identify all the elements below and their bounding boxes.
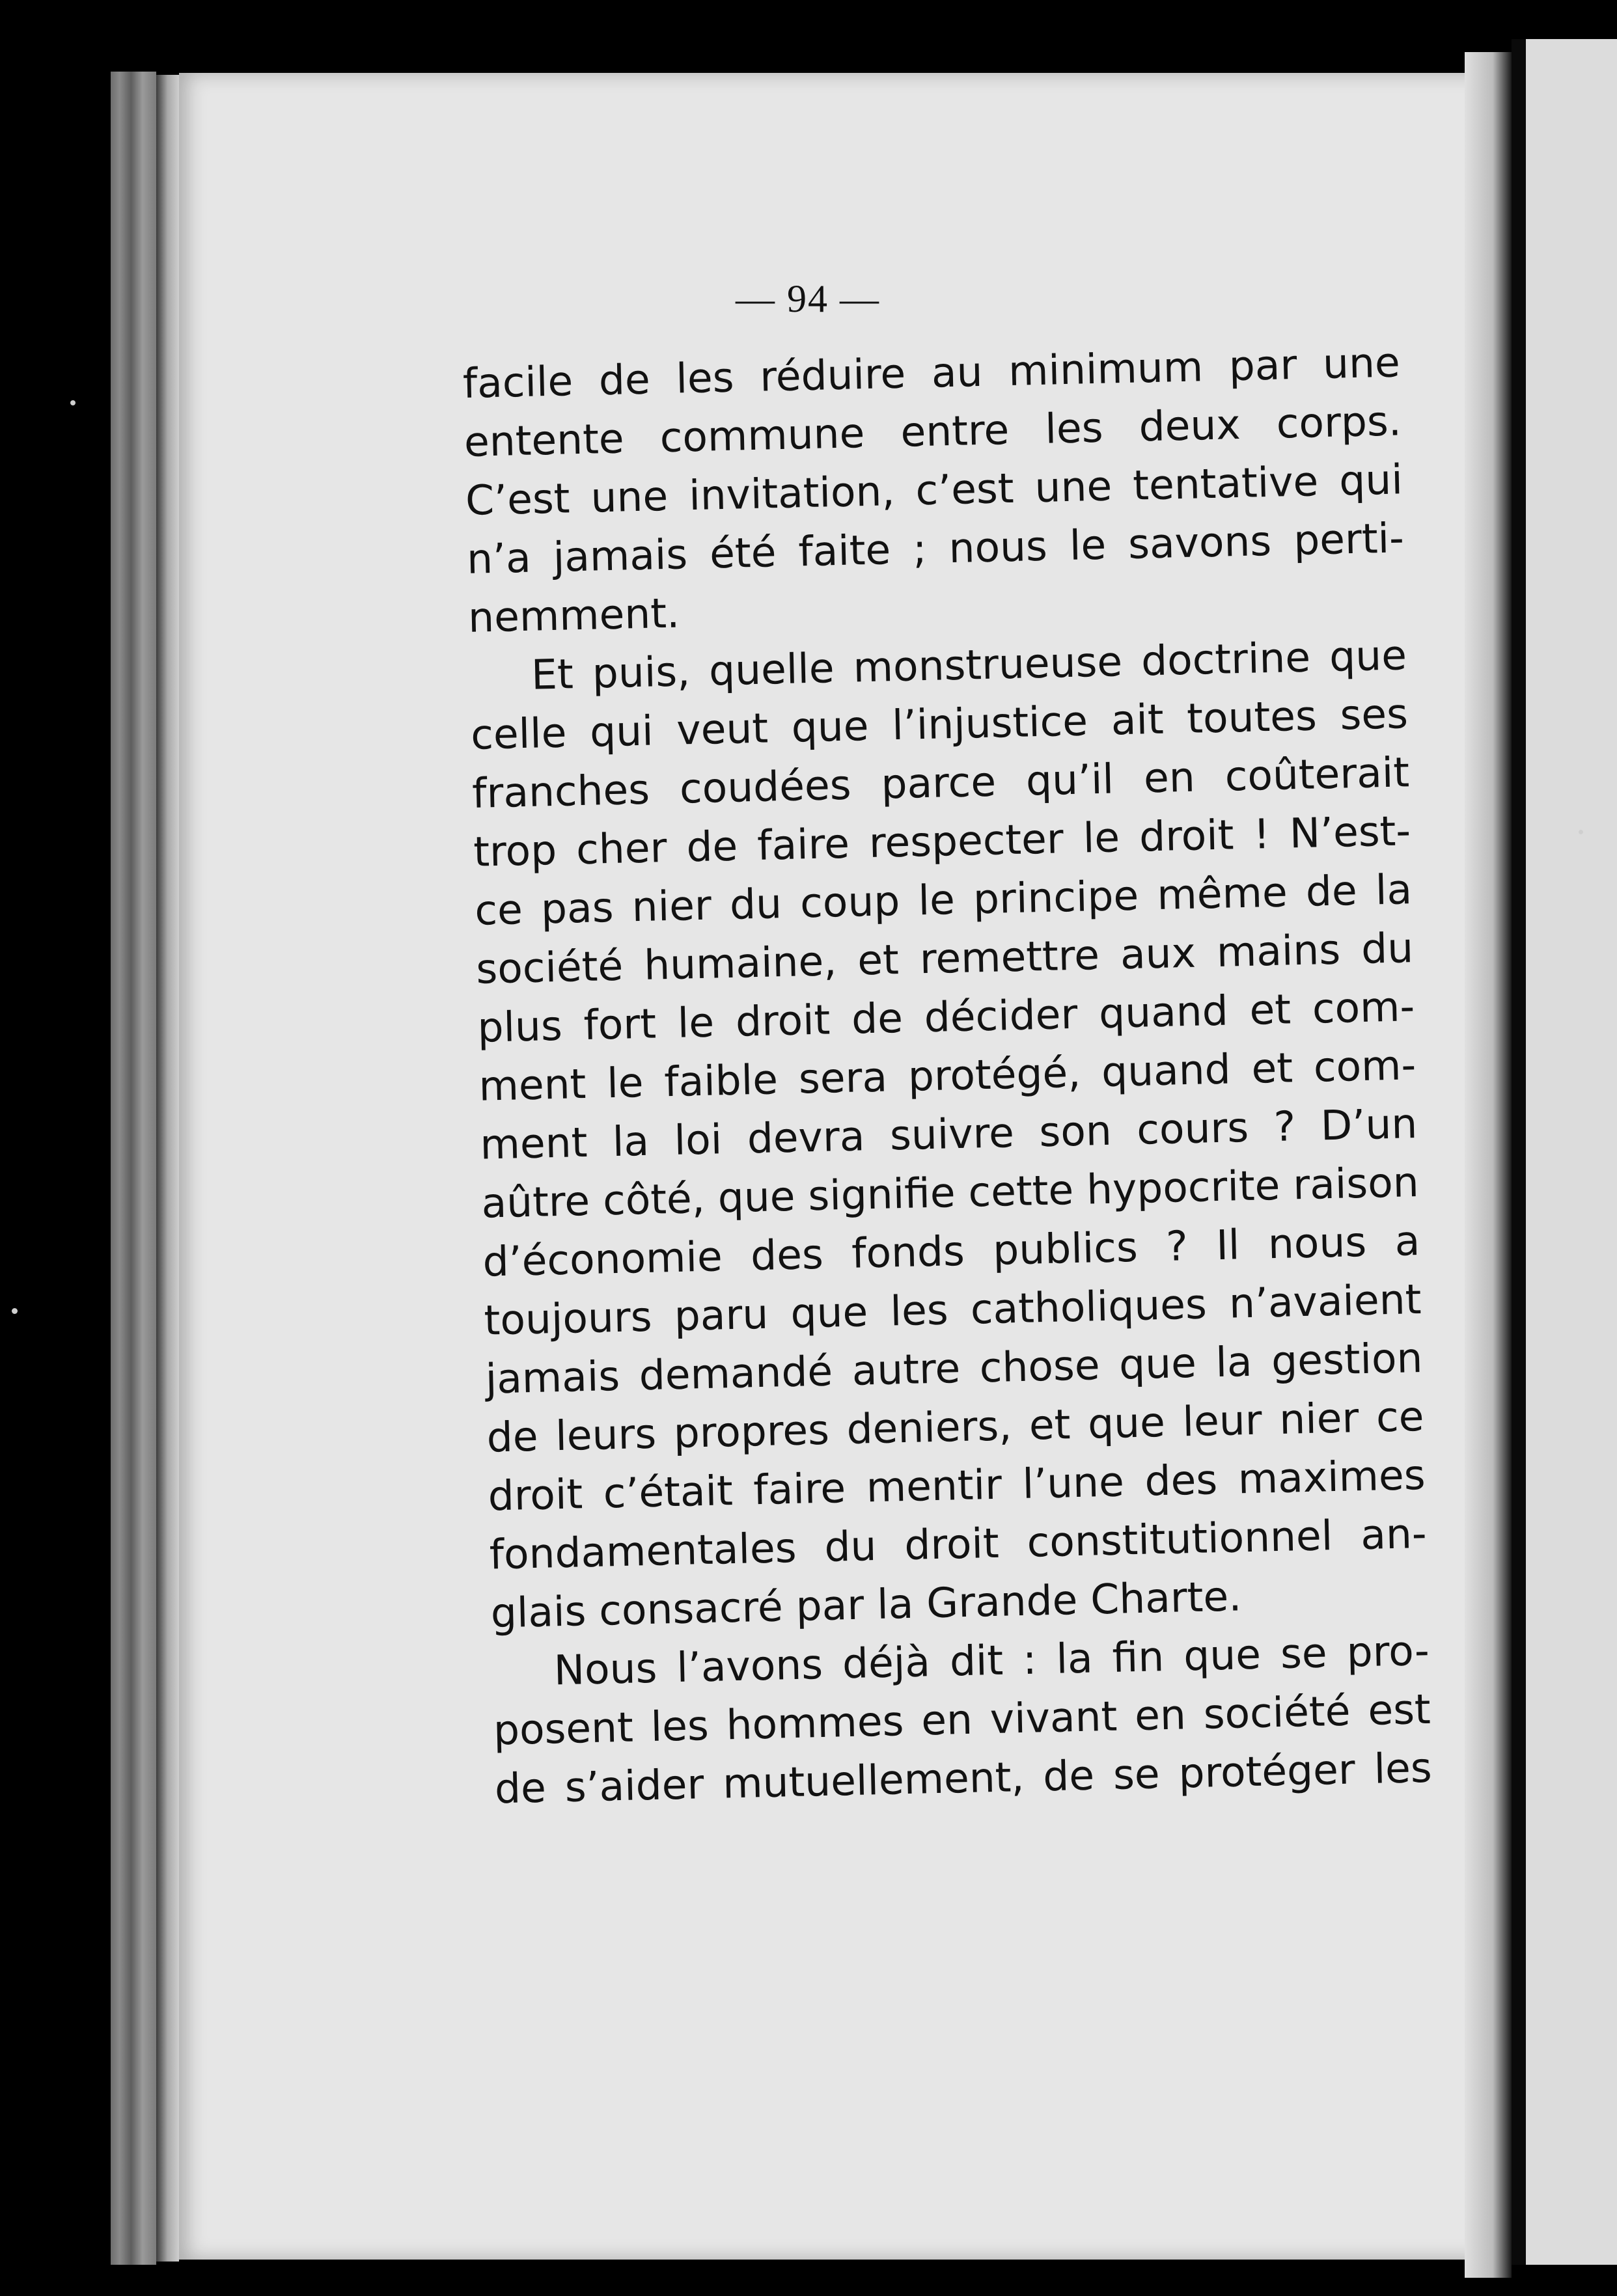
text-line: nemment.	[467, 589, 680, 642]
body-text	[462, 333, 1433, 1818]
text-line: Nous l’avons déjà dit : la fin que se pro-	[553, 1626, 1430, 1695]
text-line: facile de les réduire au minimum par une	[462, 338, 1401, 407]
text-line: de s’aider mutuellement, de se protéger les	[494, 1743, 1433, 1813]
text-line: ce pas nier du coup le principe même de la	[474, 866, 1413, 935]
text-line: toujours paru que les catholiques n’avaient	[483, 1275, 1422, 1345]
text-line: ment le faible sera protégé, quand et com-	[478, 1041, 1417, 1110]
text-line: ment la loi devra suivre son cours ? D’un	[479, 1100, 1418, 1169]
text-line: plus fort le droit de décider quand et com-	[477, 983, 1415, 1052]
book-binding-edge	[156, 75, 179, 2262]
text-line: celle qui veut que l’injustice ait toutes ses	[470, 690, 1409, 759]
text-line: Et puis, quelle monstrueuse doctrine que	[531, 631, 1407, 699]
book-page-edges	[111, 72, 156, 2265]
facing-page-edge	[1512, 39, 1617, 2265]
text-line: glais consacré par la Grande Charte.	[490, 1572, 1242, 1637]
text-line: de leurs propres deniers, et que leur nier ce	[486, 1392, 1425, 1462]
text-line: d’économie des fonds publics ? Il nous a	[482, 1216, 1421, 1286]
page-number: — 94 —	[736, 277, 880, 320]
text-line: franches coudées parce qu’il en coûterait	[471, 748, 1410, 817]
text-line: trop cher de faire respecter le droit ! N’est-	[473, 807, 1411, 876]
text-line: fondamentales du droit constitutionnel an-	[489, 1509, 1428, 1579]
text-line: n’a jamais été faite ; nous le savons perti-	[466, 514, 1405, 583]
text-line: droit c’était faire mentir l’une des maximes	[487, 1451, 1426, 1520]
text-line: posent les hommes en vivant en société est	[493, 1685, 1431, 1755]
text-line: entente commune entre les deux corps.	[463, 397, 1402, 466]
gutter-shadow	[1465, 52, 1512, 2278]
text-line: société humaine, et remettre aux mains du	[475, 924, 1414, 993]
text-line: aûtre côté, que signifie cette hypocrite raison	[480, 1158, 1420, 1227]
text-line: C’est une invitation, c’est une tentative qui	[465, 456, 1403, 525]
text-line: jamais demandé autre chose que la gestion	[484, 1333, 1424, 1403]
